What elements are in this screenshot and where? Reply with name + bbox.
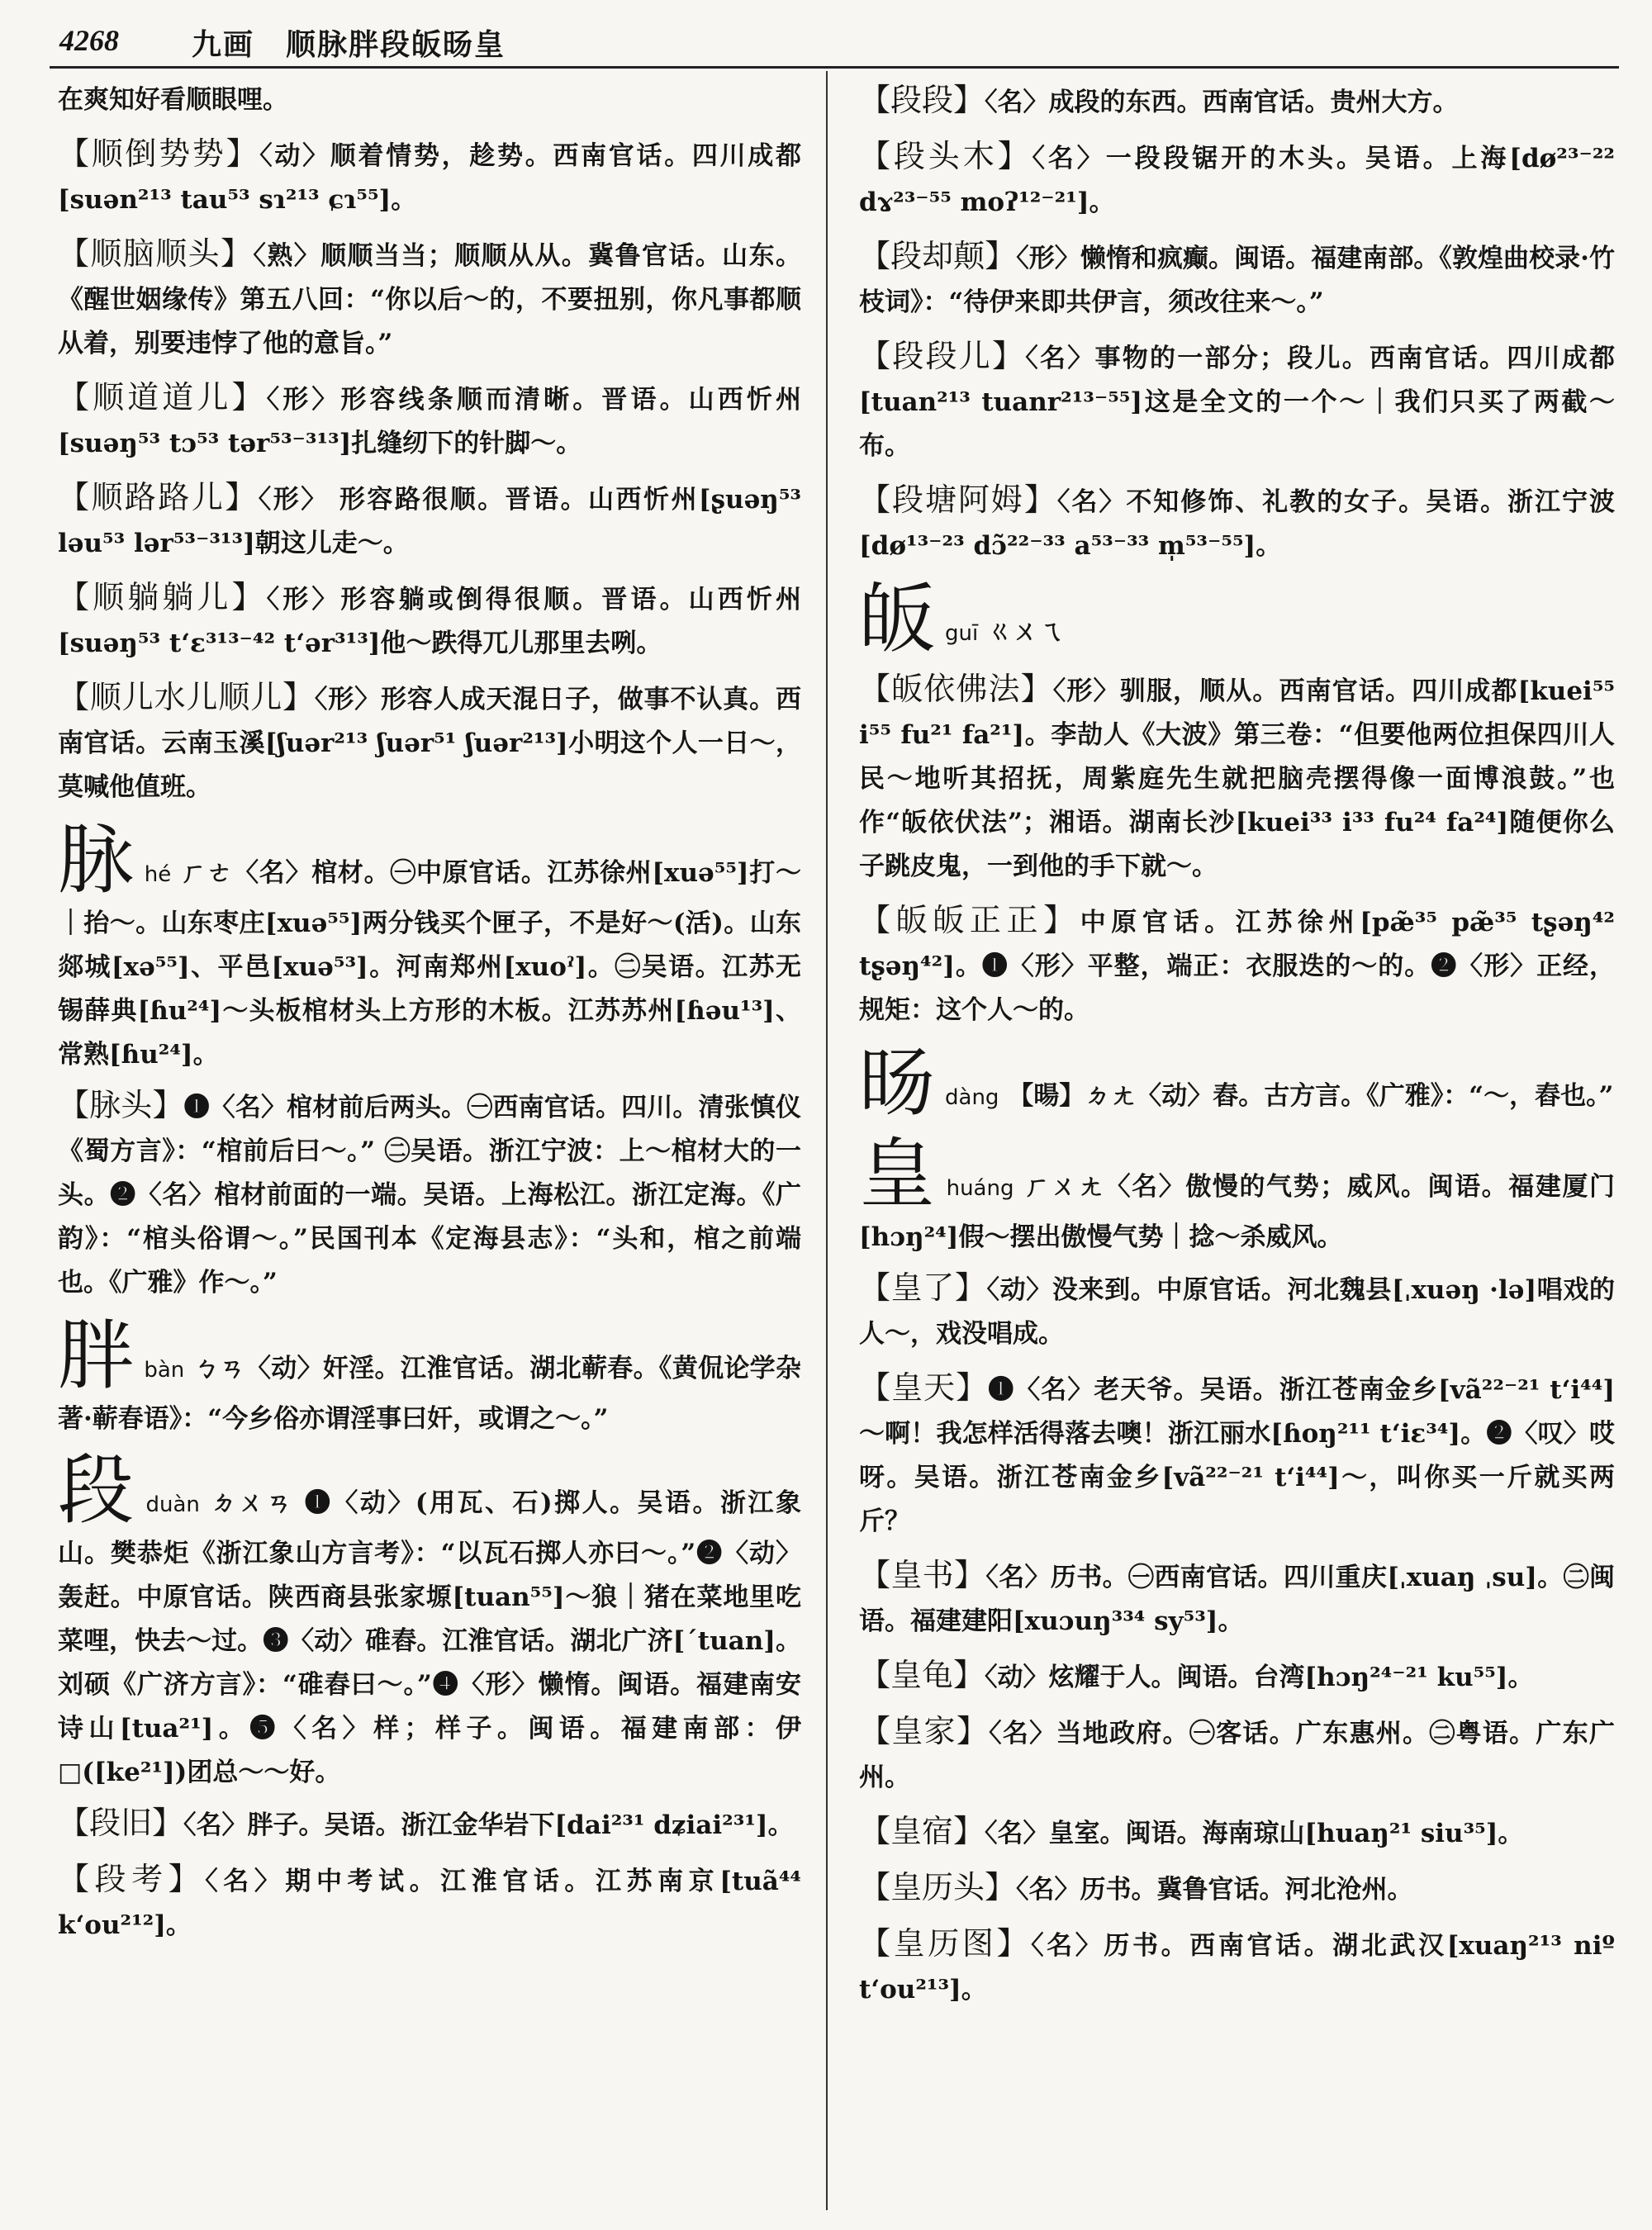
- dictionary-entry: [859, 1810, 1615, 1856]
- entry-text: 〈名〉历书。西南官话。湖北武汉[xuaŋ²¹³ niº tʻou²¹³]。: [859, 1931, 1615, 2005]
- head-character: 旸: [859, 1039, 936, 1127]
- dictionary-entry: [58, 1801, 801, 1848]
- entry-headword: 【皇了】: [859, 1269, 987, 1306]
- dictionary-entry: [859, 667, 1615, 889]
- dictionary-entry: [859, 1866, 1615, 1912]
- head-character: 段: [58, 1446, 136, 1535]
- dictionary-entry: [859, 1266, 1615, 1356]
- dictionary-entry: [859, 478, 1615, 568]
- entry-text: 〈形〉形容线条顺而清晰。晋语。山西忻州[suəŋ⁵³ tɔ⁵³ tər⁵³⁻³¹³]扎缝纫下的针脚～。: [58, 385, 801, 458]
- dictionary-entry: [58, 1858, 801, 1948]
- pinyin: huáng: [946, 1176, 1014, 1201]
- entry-headword: 【顺躺躺儿】: [58, 579, 267, 615]
- entry-text: ❶〈名〉棺材前后两头。㊀西南官话。四川。清张慎仪《蜀方言》：“棺前后曰～。” ㊁吴语。浙江宁波：上～棺材大的一头。❷〈名〉棺材前面的一端。吴语。上海松江。浙江定海。《广韵》：“棺头俗谓～。”民国刊本《定海县志》：“头和，棺之前端也。《广雅》作～。”: [58, 1093, 801, 1298]
- entry-text: 〈名〉期中考试。江淮官话。江苏南京[tuã⁴⁴ kʻou²¹²]。: [58, 1867, 801, 1940]
- dictionary-entry: [859, 334, 1615, 468]
- dictionary-entry: [859, 1366, 1615, 1544]
- page-header: [59, 18, 1621, 66]
- character-entry: [58, 1446, 801, 1795]
- entry-text: 〈名〉一段段锯开的木头。吴语。上海[dø²³⁻²² dɤ²³⁻⁵⁵ moʔ¹²⁻²¹]。: [859, 144, 1615, 217]
- entry-headword: 【皈皈正正】: [859, 902, 1080, 938]
- entry-headword: 【段旧】: [58, 1805, 184, 1841]
- entry-headword: 【段却颠】: [859, 238, 1017, 274]
- entry-text: 〈熟〉顺顺当当；顺顺从从。冀鲁官话。山东。《醒世姻缘传》第五八回：“你以后～的，不要扭别，你凡事都顺从着，别要违悖了他的意旨。”: [58, 241, 801, 358]
- head-character: 皇: [859, 1130, 937, 1218]
- entry-text: 〈名〉历书。冀鲁官话。河北沧州。: [1016, 1875, 1413, 1905]
- entry-text: 〈形〉 形容路很顺。晋语。山西忻州[ʂuəŋ⁵³ ləu⁵³ lər⁵³⁻³¹³]朝这儿走～。: [58, 485, 801, 558]
- entry-text: 〈形〉懒惰和疯癫。闽语。福建南部。《敦煌曲校录·竹枝词》：“待伊来即共伊言，须改往来～。”: [859, 244, 1615, 317]
- entry-text: 〈名〉事物的一部分；段儿。西南官话。四川成都[tuan²¹³ tuanr²¹³⁻⁵⁵]这是全文的一个～｜我们只买了两截～布。: [859, 344, 1615, 461]
- entry-headword: 【皇历头】: [859, 1869, 1017, 1905]
- dictionary-entry: [859, 235, 1615, 325]
- dictionary-entry: [859, 1554, 1615, 1644]
- pinyin: guī: [945, 621, 979, 646]
- dictionary-entry: [58, 576, 801, 666]
- entry-headword: 【顺脑顺头】: [58, 235, 254, 272]
- pinyin: duàn: [145, 1492, 200, 1517]
- entry-text: 〈形〉形容人成天混日子，做事不认真。西南官话。云南玉溪[ʃuər²¹³ ʃuər⁵¹ ʃuər²¹³]小明这个人一日～，莫喊他值班。: [58, 685, 801, 802]
- entry-headword: 【段段】: [859, 82, 985, 118]
- character-entry: [58, 1312, 801, 1441]
- character-entry: [859, 575, 1615, 663]
- entry-text: 〈名〉当地政府。㊀客话。广东惠州。㊁粤语。广东广州。: [859, 1719, 1615, 1792]
- entry-headword: 【皇家】: [859, 1713, 990, 1749]
- entry-headword: 【顺路路儿】: [58, 479, 259, 515]
- entry-text: ㄉㄨㄢ ❶〈动〉(用瓦、石)掷人。吴语。浙江象山。樊恭炬《浙江象山方言考》：“以瓦石掷人亦曰～。”❷〈动〉轰赶。中原官话。陕西商县张家塬[tuan⁵⁵]～狼｜猪在菜地里吃菜哩，快去～过。❸〈动〉碓舂。江淮官话。湖北广济[ˊtuan]。刘硕《广济方言》：“碓舂曰～。”❹〈形〉懒惰。闽语。福建南安诗山[tua²¹]。❺〈名〉样；样子。闽语。福建南部：伊□([ke²¹])团总～～好。: [58, 1488, 801, 1787]
- entry-headword: 【段段儿】: [859, 338, 1026, 374]
- entry-headword: 【段考】: [58, 1861, 206, 1897]
- entry-headword: 【皈依佛法】: [859, 671, 1053, 707]
- header-rule: [50, 66, 1619, 69]
- character-entry: [859, 1039, 1615, 1127]
- head-character: 脉: [58, 816, 135, 904]
- dictionary-entry: [859, 1922, 1615, 2012]
- head-character: 胖: [58, 1312, 135, 1400]
- dictionary-entry: [58, 376, 801, 466]
- entry-text: 〈动〉没来到。中原官话。河北魏县[ˌxuəŋ ·lə]唱戏的人～，戏没唱成。: [859, 1275, 1615, 1349]
- entry-headword: 【段塘阿姆】: [859, 482, 1057, 518]
- dictionary-entry: [859, 78, 1615, 125]
- entry-headword: 【段头木】: [859, 138, 1032, 174]
- entry-text: 〈名〉不知修饰、礼教的女子。吴语。浙江宁波[dø¹³⁻²³ dɔ̃²²⁻³³ a⁵³⁻³³ m̩⁵³⁻⁵⁵]。: [859, 487, 1615, 561]
- character-entry: [58, 816, 801, 1077]
- pinyin: dàng: [945, 1085, 999, 1110]
- entry-text: 〈名〉成段的东西。西南官话。贵州大方。: [985, 88, 1459, 117]
- right-column: [859, 78, 1615, 2226]
- left-column: [58, 78, 801, 2226]
- entry-text: 中原官话。江苏徐州[pæ̃³⁵ pæ̃³⁵ tʂəŋ⁴² tʂəŋ⁴²]。❶〈形〉平整，端正：衣服迭的～的。❷〈形〉正经，规矩：这个人～的。: [859, 908, 1615, 1025]
- dictionary-entry: [859, 1710, 1615, 1800]
- head-character: 皈: [859, 575, 936, 663]
- entry-headword: 【皇天】: [859, 1369, 989, 1406]
- dictionary-entry: [859, 1654, 1615, 1700]
- entry-text: ㄏㄨㄤ〈名〉傲慢的气势；威风。闽语。福建厦门[hɔŋ²⁴]假～摆出傲慢气势｜捻～杀威风。: [859, 1172, 1615, 1252]
- entry-headword: 【皇书】: [859, 1557, 986, 1593]
- entry-headword: 【顺倒势势】: [58, 135, 260, 172]
- character-entry: [859, 1130, 1615, 1260]
- entry-headword: 【皇龟】: [859, 1657, 985, 1693]
- entry-headword: 【顺道道儿】: [58, 379, 267, 415]
- entry-text: ❶〈名〉老天爷。吴语。浙江苍南金乡[vã²²⁻²¹ tʻi⁴⁴]～啊！我怎样活得落去噢！浙江丽水[ɦoŋ²¹¹ tʻiɛ³⁴]。❷〈叹〉哎呀。吴语。浙江苍南金乡[vã²²⁻²¹ tʻi⁴⁴]～，叫你买一斤就买两斤？: [859, 1375, 1615, 1536]
- entry-text: 〈名〉历书。㊀西南官话。四川重庆[ˌxuaŋ ˌsu]。㊁闽语。福建建阳[xuɔuŋ³³⁴ sy⁵³]。: [859, 1563, 1615, 1636]
- dictionary-entry: [58, 232, 801, 366]
- dictionary-entry: [859, 135, 1615, 225]
- page-number: 4268: [59, 24, 119, 57]
- entry-text: 〈动〉顺着情势，趁势。西南官话。四川成都[suən²¹³ tau⁵³ sɿ²¹³ ɕɿ⁵⁵]。: [58, 141, 801, 215]
- entry-headword: 【脉头】: [58, 1087, 184, 1123]
- entry-text: ㄏㄜ〈名〉棺材。㊀中原官话。江苏徐州[xuə⁵⁵]打～｜抬～。山东枣庄[xuə⁵⁵]两分钱买个匣子，不是好～(活)。山东郯城[xə⁵⁵]、平邑[xuə⁵³]。河南郑州[xuoˀ]。㊁吴语。江苏无锡薛典[ɦu²⁴]～头板棺材头上方形的木板。江苏苏州[ɦəu¹³]、常熟[ɦu²⁴]。: [58, 858, 801, 1070]
- dictionary-entry: [58, 132, 801, 222]
- pinyin: hé: [144, 862, 172, 887]
- dictionary-entry: [58, 1084, 801, 1305]
- pinyin: bàn: [144, 1358, 185, 1383]
- dictionary-entry: [58, 676, 801, 809]
- entry-text: 〈动〉炫耀于人。闽语。台湾[hɔŋ²⁴⁻²¹ ku⁵⁵]。: [985, 1663, 1534, 1692]
- column-divider: [826, 71, 828, 2210]
- entry-text: 在爽知好看顺眼哩。: [58, 85, 288, 115]
- dictionary-entry: [58, 476, 801, 566]
- entry-text: 〈形〉形容躺或倒得很顺。晋语。山西忻州[suəŋ⁵³ tʻɛ³¹³⁻⁴² tʻər³¹³]他～跌得兀儿那里去咧。: [58, 585, 801, 658]
- entry-text: 【暘】ㄉㄤ〈动〉舂。古方言。《广雅》：“～，舂也。”: [1008, 1081, 1614, 1111]
- entry-text: 〈名〉胖子。吴语。浙江金华岩下[dai²³¹ dʑiai²³¹]。: [183, 1810, 794, 1840]
- entry-text: 〈名〉皇室。闽语。海南琼山[huaŋ²¹ siu³⁵]。: [985, 1819, 1524, 1848]
- chapter-heading: 九画 顺脉胖段皈旸皇: [192, 27, 506, 62]
- entry-headword: 【顺儿水儿顺儿】: [58, 679, 315, 715]
- entry-headword: 【皇宿】: [859, 1813, 985, 1849]
- entry-text: 〈形〉驯服，顺从。西南官话。四川成都[kuei⁵⁵ i⁵⁵ fu²¹ fa²¹]。李劼人《大波》第三卷：“但要他两位担保四川人民～地听其招抚，周紫庭先生就把脑壳摆得像一面博浪鼓。”也作“皈依伏法”；湘语。湖南长沙[kuei³³ i³³ fu²⁴ fa²⁴]随便你么子跳皮鬼，一到他的手下就～。: [859, 676, 1615, 881]
- dictionary-entry: [859, 899, 1615, 1032]
- entry-text: ㄍㄨㄟ: [987, 617, 1065, 647]
- entry-text: ㄅㄢ〈动〉奸淫。江淮官话。湖北蕲春。《黄侃论学杂著·蕲春语》：“今乡俗亦谓淫事曰奸，或谓之～。”: [58, 1354, 801, 1434]
- entry-headword: 【皇历图】: [859, 1925, 1032, 1962]
- continued-text: [58, 78, 801, 122]
